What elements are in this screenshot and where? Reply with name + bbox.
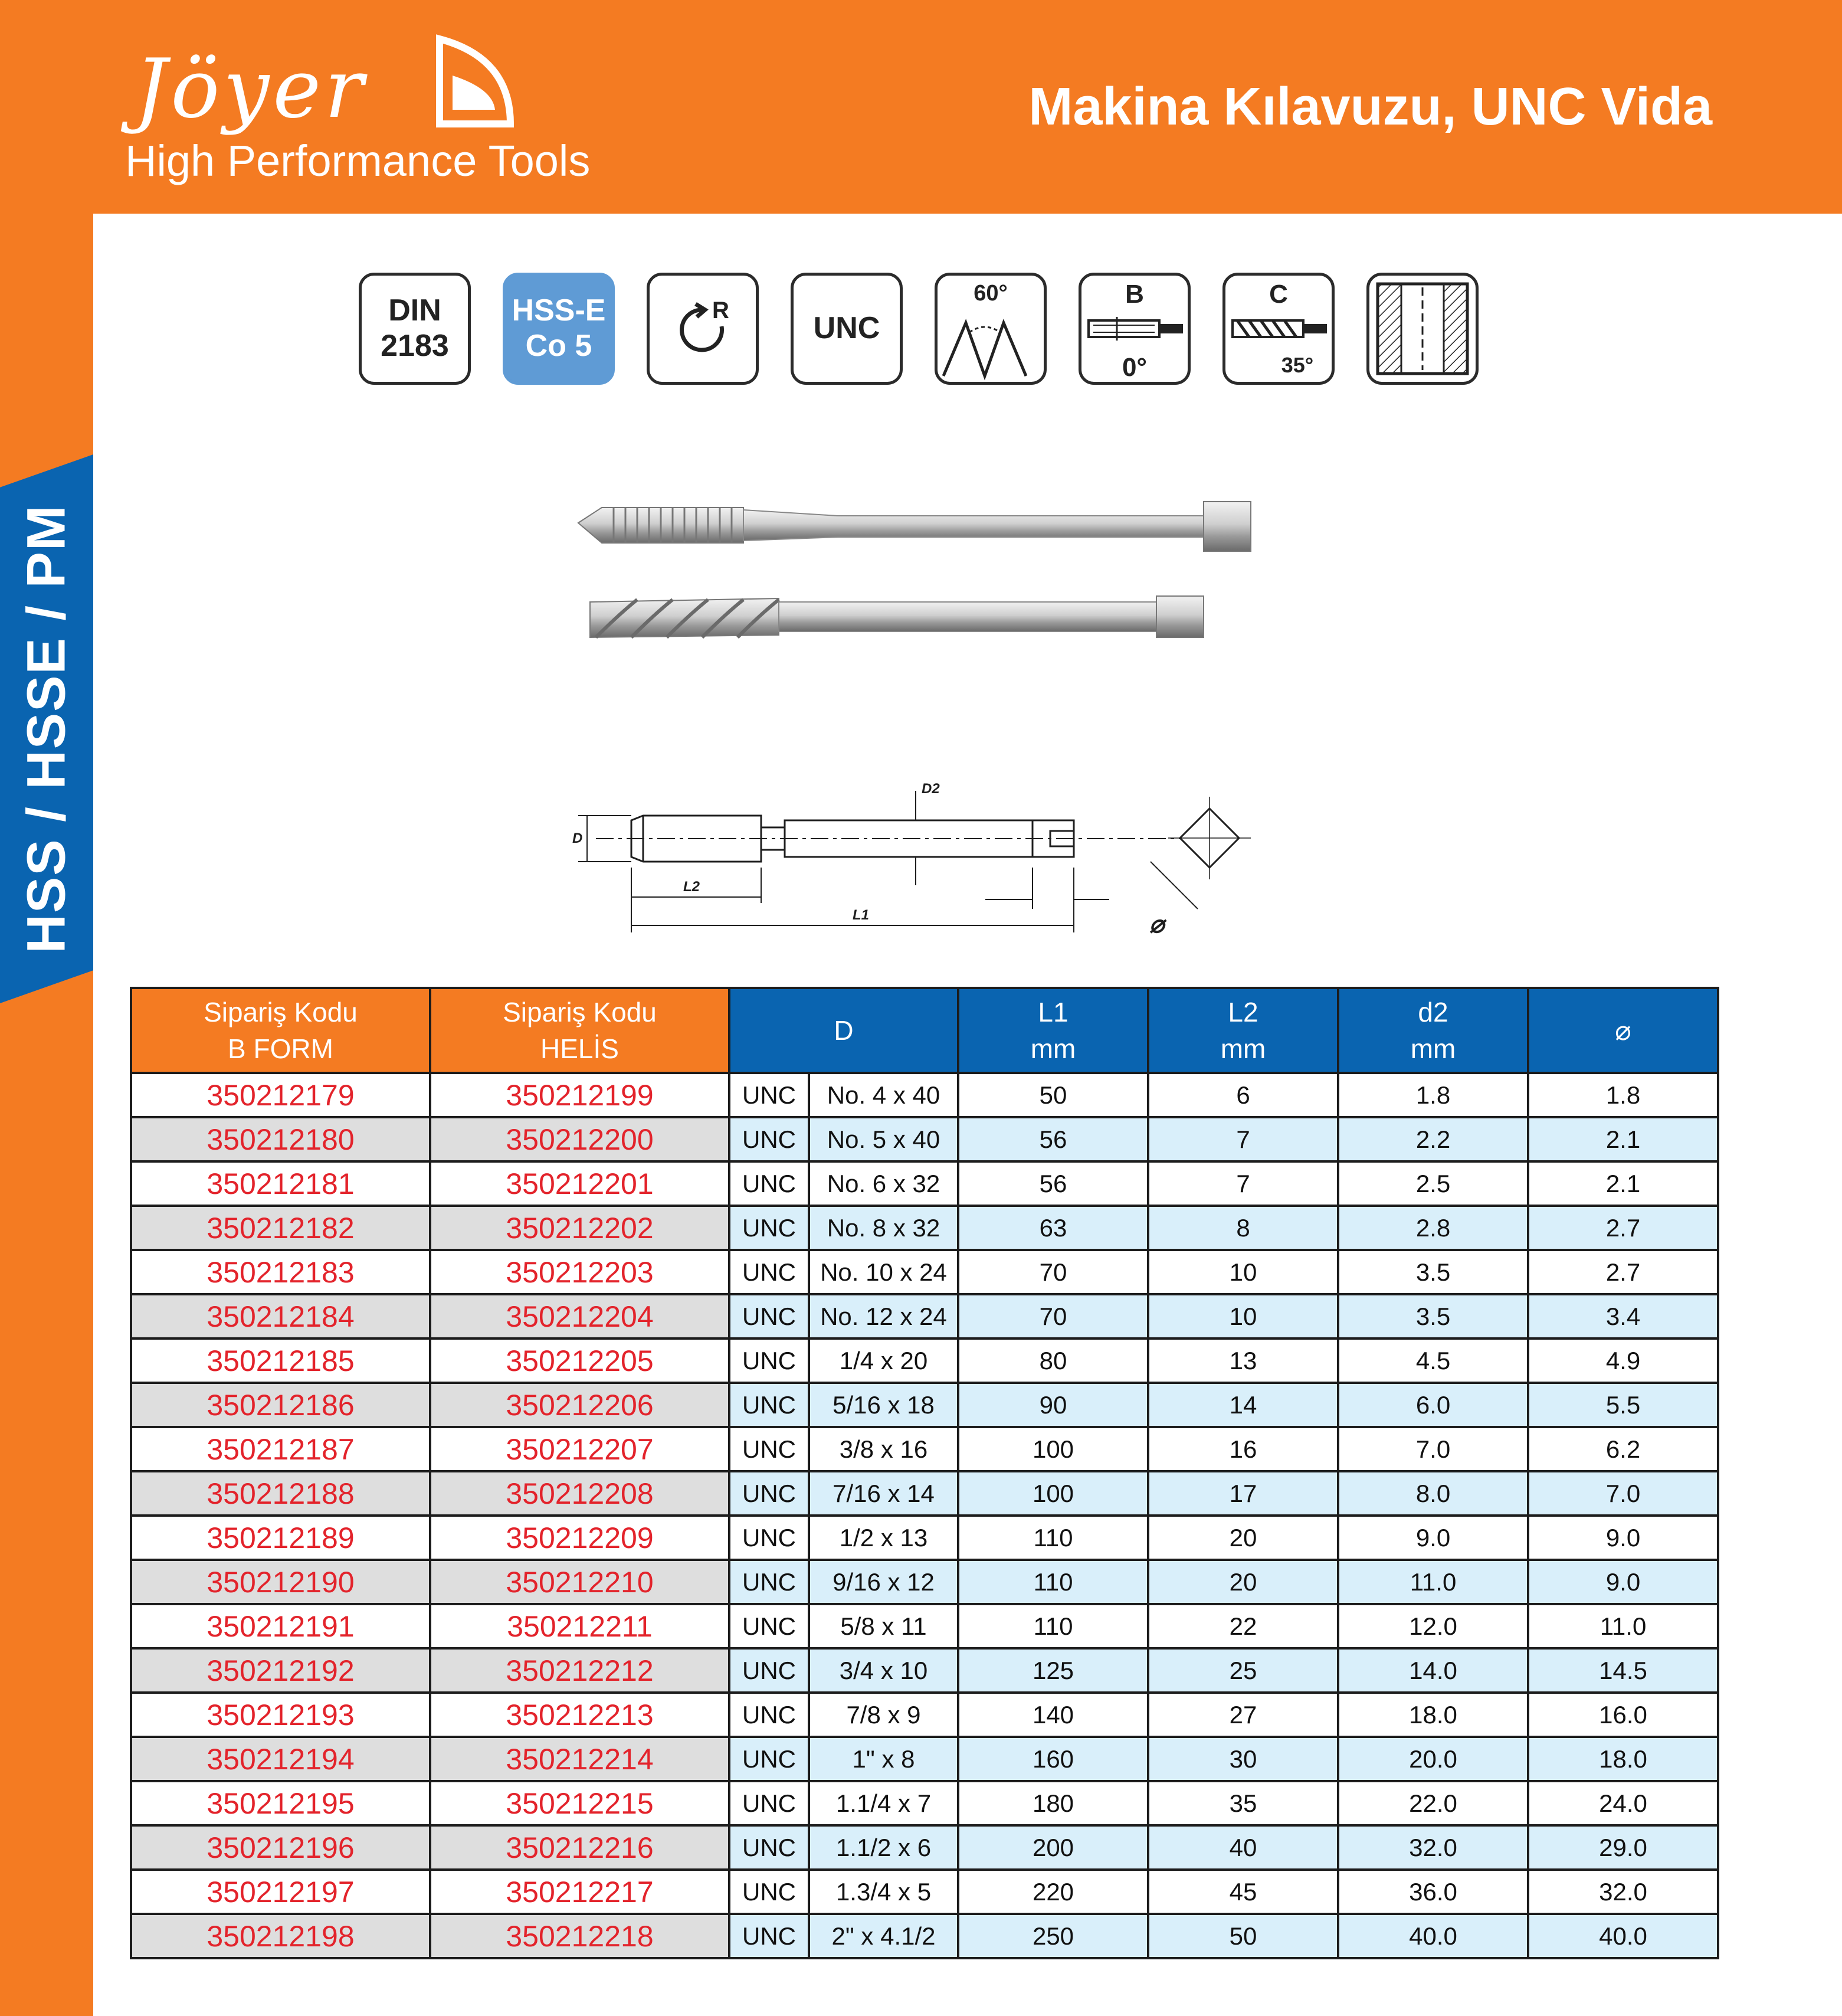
cell-l2: 22 [1148, 1604, 1338, 1648]
cell-thread-size: 2" x 4.1/2 [809, 1914, 958, 1958]
cell-l1: 70 [958, 1294, 1148, 1338]
cell-l2: 7 [1148, 1117, 1338, 1161]
cell-d2: 4.5 [1338, 1338, 1528, 1383]
cell-d2: 1.8 [1338, 1073, 1528, 1117]
cell-code-helis: 350212206 [430, 1383, 729, 1427]
cell-l1: 200 [958, 1825, 1148, 1870]
cell-thread-size: 5/16 x 18 [809, 1383, 958, 1427]
cell-d2: 36.0 [1338, 1870, 1528, 1914]
cell-square: 16.0 [1528, 1693, 1718, 1737]
cell-thread-type: UNC [729, 1914, 809, 1958]
cell-d2: 3.5 [1338, 1250, 1528, 1294]
cell-square: 9.0 [1528, 1560, 1718, 1604]
table-row [131, 1383, 1718, 1427]
cell-code-b-form: 350212179 [131, 1073, 430, 1117]
cell-l1: 100 [958, 1471, 1148, 1516]
cell-thread-size: 1.3/4 x 5 [809, 1870, 958, 1914]
cell-thread-size: 1" x 8 [809, 1737, 958, 1781]
cell-thread-type: UNC [729, 1516, 809, 1560]
table-row [131, 1648, 1718, 1693]
form-c-label: C [1269, 280, 1288, 309]
cell-l1: 56 [958, 1161, 1148, 1206]
header-band [0, 0, 1842, 214]
cell-thread-type: UNC [729, 1206, 809, 1250]
cell-l1: 250 [958, 1914, 1148, 1958]
cell-thread-type: UNC [729, 1781, 809, 1825]
material-label: HSS-E [512, 293, 606, 328]
table-row [131, 1516, 1718, 1560]
cell-thread-type: UNC [729, 1560, 809, 1604]
cell-thread-size: No. 6 x 32 [809, 1161, 958, 1206]
cell-l1: 180 [958, 1781, 1148, 1825]
cell-code-b-form: 350212187 [131, 1427, 430, 1471]
side-category-label: HSS / HSSE / PM [16, 504, 77, 954]
label-d: D [572, 830, 583, 846]
cell-d2: 14.0 [1338, 1648, 1528, 1693]
cell-thread-type: UNC [729, 1870, 809, 1914]
thread-angle-icon [935, 273, 1047, 385]
cell-l1: 125 [958, 1648, 1148, 1693]
cell-l2: 8 [1148, 1206, 1338, 1250]
cell-square: 1.8 [1528, 1073, 1718, 1117]
cell-thread-size: 9/16 x 12 [809, 1560, 958, 1604]
table-row [131, 1737, 1718, 1781]
cell-code-b-form: 350212185 [131, 1338, 430, 1383]
cell-d2: 18.0 [1338, 1693, 1528, 1737]
cell-d2: 6.0 [1338, 1383, 1528, 1427]
din-number: 2183 [381, 329, 449, 363]
header-square: ⌀ [1528, 988, 1718, 1073]
cell-l1: 160 [958, 1737, 1148, 1781]
header-l1: L1 mm [958, 988, 1148, 1073]
cell-code-b-form: 350212189 [131, 1516, 430, 1560]
cell-thread-size: 5/8 x 11 [809, 1604, 958, 1648]
material-icon [503, 273, 615, 385]
cell-square: 18.0 [1528, 1737, 1718, 1781]
form-c-angle: 35° [1281, 353, 1314, 377]
table-header-row [131, 988, 1718, 1073]
cell-code-b-form: 350212195 [131, 1781, 430, 1825]
cell-thread-type: UNC [729, 1648, 809, 1693]
cell-d2: 8.0 [1338, 1471, 1528, 1516]
rotation-label: R [712, 297, 729, 323]
cell-square: 14.5 [1528, 1648, 1718, 1693]
cell-l2: 27 [1148, 1693, 1338, 1737]
cell-code-helis: 350212209 [430, 1516, 729, 1560]
rotation-right-icon [647, 273, 759, 385]
cell-code-b-form: 350212186 [131, 1383, 430, 1427]
cell-thread-type: UNC [729, 1117, 809, 1161]
table-row [131, 1073, 1718, 1117]
label-l1: L1 [853, 907, 870, 923]
cell-thread-type: UNC [729, 1250, 809, 1294]
cell-square: 4.9 [1528, 1338, 1718, 1383]
cell-d2: 11.0 [1338, 1560, 1528, 1604]
specification-table [130, 987, 1719, 1959]
cell-code-b-form: 350212193 [131, 1693, 430, 1737]
header-d: D [729, 988, 958, 1073]
cell-code-helis: 350212214 [430, 1737, 729, 1781]
cell-d2: 32.0 [1338, 1825, 1528, 1870]
cell-l2: 7 [1148, 1161, 1338, 1206]
cell-code-helis: 350212207 [430, 1427, 729, 1471]
header-d2: d2 mm [1338, 988, 1528, 1073]
cell-code-helis: 350212216 [430, 1825, 729, 1870]
cell-l1: 110 [958, 1560, 1148, 1604]
label-l2: L2 [683, 879, 700, 895]
cell-l2: 10 [1148, 1250, 1338, 1294]
cell-code-helis: 350212199 [430, 1073, 729, 1117]
cell-code-b-form: 350212194 [131, 1737, 430, 1781]
din-standard-icon [359, 273, 471, 385]
cell-l1: 140 [958, 1693, 1148, 1737]
brand-name: Jöyer [135, 41, 368, 136]
form-c-icon [1222, 273, 1335, 385]
cell-l2: 20 [1148, 1516, 1338, 1560]
cell-square: 5.5 [1528, 1383, 1718, 1427]
cell-square: 40.0 [1528, 1914, 1718, 1958]
cell-thread-type: UNC [729, 1383, 809, 1427]
cell-code-b-form: 350212182 [131, 1206, 430, 1250]
cell-l2: 35 [1148, 1781, 1338, 1825]
brand-logo-icon [434, 34, 516, 129]
cell-square: 29.0 [1528, 1825, 1718, 1870]
table-row [131, 1870, 1718, 1914]
cell-square: 2.7 [1528, 1250, 1718, 1294]
header-l2: L2 mm [1148, 988, 1338, 1073]
material-cobalt: Co 5 [525, 329, 592, 363]
page-title: Makina Kılavuzu, UNC Vida [1028, 77, 1712, 136]
cell-thread-size: 1/4 x 20 [809, 1338, 958, 1383]
cell-square: 2.7 [1528, 1206, 1718, 1250]
cell-thread-size: 1/2 x 13 [809, 1516, 958, 1560]
cell-code-helis: 350212215 [430, 1781, 729, 1825]
through-hole-icon [1366, 273, 1479, 385]
dimension-diagram [561, 773, 1292, 944]
cell-l2: 13 [1148, 1338, 1338, 1383]
cell-code-b-form: 350212190 [131, 1560, 430, 1604]
table-row [131, 1338, 1718, 1383]
label-d2: D2 [922, 781, 940, 797]
cell-l1: 70 [958, 1250, 1148, 1294]
cell-l2: 6 [1148, 1073, 1338, 1117]
cell-thread-type: UNC [729, 1471, 809, 1516]
thread-type-label: UNC [813, 311, 880, 346]
table-row [131, 1117, 1718, 1161]
cell-code-helis: 350212202 [430, 1206, 729, 1250]
cell-thread-type: UNC [729, 1693, 809, 1737]
cell-square: 9.0 [1528, 1516, 1718, 1560]
cell-square: 11.0 [1528, 1604, 1718, 1648]
cell-d2: 7.0 [1338, 1427, 1528, 1471]
cell-l1: 50 [958, 1073, 1148, 1117]
cell-d2: 2.5 [1338, 1161, 1528, 1206]
cell-code-helis: 350212210 [430, 1560, 729, 1604]
cell-d2: 3.5 [1338, 1294, 1528, 1338]
cell-code-helis: 350212217 [430, 1870, 729, 1914]
table-row [131, 1825, 1718, 1870]
cell-square: 6.2 [1528, 1427, 1718, 1471]
cell-thread-size: No. 10 x 24 [809, 1250, 958, 1294]
cell-code-b-form: 350212191 [131, 1604, 430, 1648]
cell-d2: 20.0 [1338, 1737, 1528, 1781]
cell-l1: 90 [958, 1383, 1148, 1427]
cell-code-helis: 350212211 [430, 1604, 729, 1648]
cell-l2: 40 [1148, 1825, 1338, 1870]
form-b-icon [1079, 273, 1191, 385]
cell-l2: 25 [1148, 1648, 1338, 1693]
brand-tagline: High Performance Tools [125, 136, 591, 185]
table-row [131, 1427, 1718, 1471]
table-row [131, 1604, 1718, 1648]
cell-code-b-form: 350212196 [131, 1825, 430, 1870]
cell-square: 2.1 [1528, 1161, 1718, 1206]
table-row [131, 1294, 1718, 1338]
din-label: DIN [388, 293, 441, 328]
cell-code-b-form: 350212198 [131, 1914, 430, 1958]
cell-thread-type: UNC [729, 1604, 809, 1648]
cell-code-b-form: 350212180 [131, 1117, 430, 1161]
cell-l1: 220 [958, 1870, 1148, 1914]
cell-square: 7.0 [1528, 1471, 1718, 1516]
cell-thread-size: No. 8 x 32 [809, 1206, 958, 1250]
cell-thread-size: 7/8 x 9 [809, 1693, 958, 1737]
cell-l2: 50 [1148, 1914, 1338, 1958]
cell-l2: 45 [1148, 1870, 1338, 1914]
cell-code-helis: 350212205 [430, 1338, 729, 1383]
cell-thread-type: UNC [729, 1073, 809, 1117]
cell-thread-size: No. 5 x 40 [809, 1117, 958, 1161]
header-code-b-form: Sipariş Kodu B FORM [131, 988, 430, 1073]
cell-thread-type: UNC [729, 1427, 809, 1471]
cell-l2: 20 [1148, 1560, 1338, 1604]
cell-thread-type: UNC [729, 1294, 809, 1338]
cell-code-helis: 350212208 [430, 1471, 729, 1516]
cell-thread-type: UNC [729, 1825, 809, 1870]
cell-code-b-form: 350212184 [131, 1294, 430, 1338]
cell-d2: 22.0 [1338, 1781, 1528, 1825]
cell-thread-type: UNC [729, 1338, 809, 1383]
table-row [131, 1693, 1718, 1737]
cell-l2: 17 [1148, 1471, 1338, 1516]
cell-l1: 110 [958, 1516, 1148, 1560]
cell-code-b-form: 350212181 [131, 1161, 430, 1206]
spiral-flute-tap [590, 596, 1204, 637]
cell-code-b-form: 350212183 [131, 1250, 430, 1294]
thread-angle-label: 60° [974, 281, 1008, 306]
cell-square: 24.0 [1528, 1781, 1718, 1825]
cell-code-helis: 350212201 [430, 1161, 729, 1206]
cell-l1: 80 [958, 1338, 1148, 1383]
form-b-label: B [1125, 280, 1144, 309]
header-code-helis: Sipariş Kodu HELİS [430, 988, 729, 1073]
cell-thread-size: 7/16 x 14 [809, 1471, 958, 1516]
cell-code-b-form: 350212192 [131, 1648, 430, 1693]
cell-thread-type: UNC [729, 1161, 809, 1206]
thread-type-icon [791, 273, 903, 385]
table-row [131, 1914, 1718, 1958]
cell-d2: 2.8 [1338, 1206, 1528, 1250]
cell-code-helis: 350212218 [430, 1914, 729, 1958]
cell-l2: 16 [1148, 1427, 1338, 1471]
cell-thread-size: 1.1/2 x 6 [809, 1825, 958, 1870]
straight-flute-tap [578, 502, 1251, 551]
label-square: ⌀ [1149, 910, 1165, 938]
cell-thread-size: 1.1/4 x 7 [809, 1781, 958, 1825]
cell-square: 2.1 [1528, 1117, 1718, 1161]
cell-l1: 100 [958, 1427, 1148, 1471]
table-row [131, 1781, 1718, 1825]
table-row [131, 1560, 1718, 1604]
cell-code-helis: 350212204 [430, 1294, 729, 1338]
cell-code-helis: 350212200 [430, 1117, 729, 1161]
square-shank-view [1151, 797, 1251, 909]
cell-d2: 9.0 [1338, 1516, 1528, 1560]
cell-thread-size: 3/8 x 16 [809, 1427, 958, 1471]
cell-square: 3.4 [1528, 1294, 1718, 1338]
cell-l1: 56 [958, 1117, 1148, 1161]
cell-d2: 12.0 [1338, 1604, 1528, 1648]
table-row [131, 1250, 1718, 1294]
cell-code-helis: 350212212 [430, 1648, 729, 1693]
cell-d2: 2.2 [1338, 1117, 1528, 1161]
cell-thread-size: No. 12 x 24 [809, 1294, 958, 1338]
cell-l2: 14 [1148, 1383, 1338, 1427]
table-row [131, 1471, 1718, 1516]
cell-code-helis: 350212203 [430, 1250, 729, 1294]
cell-l2: 10 [1148, 1294, 1338, 1338]
cell-thread-type: UNC [729, 1737, 809, 1781]
cell-l1: 110 [958, 1604, 1148, 1648]
cell-code-b-form: 350212188 [131, 1471, 430, 1516]
cell-l1: 63 [958, 1206, 1148, 1250]
cell-d2: 40.0 [1338, 1914, 1528, 1958]
cell-thread-size: No. 4 x 40 [809, 1073, 958, 1117]
table-row [131, 1206, 1718, 1250]
cell-code-helis: 350212213 [430, 1693, 729, 1737]
cell-l2: 30 [1148, 1737, 1338, 1781]
cell-code-b-form: 350212197 [131, 1870, 430, 1914]
cell-square: 32.0 [1528, 1870, 1718, 1914]
cell-thread-size: 3/4 x 10 [809, 1648, 958, 1693]
tap-product-image [566, 490, 1274, 667]
form-b-angle: 0° [1122, 353, 1148, 382]
table-row [131, 1161, 1718, 1206]
